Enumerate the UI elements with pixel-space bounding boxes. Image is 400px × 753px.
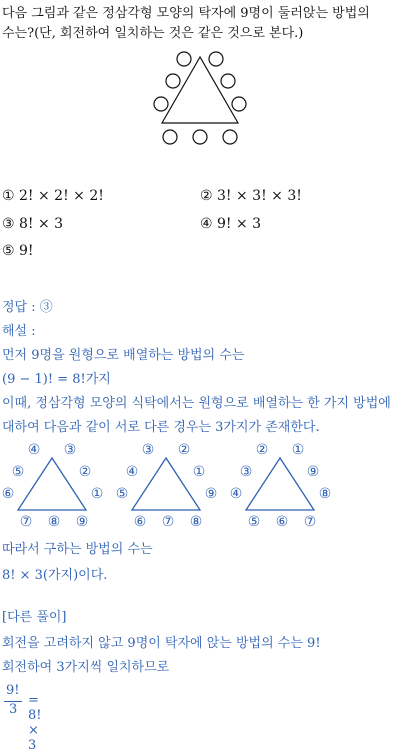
seat-label: ⑦ bbox=[303, 514, 317, 530]
seat-label: ⑥ bbox=[1, 486, 15, 502]
question-text bbox=[2, 4, 370, 44]
alt-solution-header: [다른 풀이] bbox=[2, 610, 67, 625]
seat-label: ④ bbox=[27, 442, 41, 458]
seat-label: ② bbox=[255, 442, 269, 458]
alt-solution-line-2: 회전하여 3가지씩 일치하므로 bbox=[2, 660, 170, 675]
explanation-line-2: (9 − 1)! = 8!가지 bbox=[2, 372, 111, 387]
seat-circle bbox=[154, 97, 168, 111]
explanation-line-3: 이때, 정삼각형 모양의 식탁에서는 원형으로 배열하는 한 가지 방법에 bbox=[2, 396, 391, 411]
arrangement-3 bbox=[230, 442, 332, 530]
fraction-numerator: 9! bbox=[6, 683, 20, 698]
choice-4[interactable]: ④ 9! × 3 bbox=[200, 216, 262, 232]
seat-circle bbox=[177, 52, 191, 66]
seat-label: ⑨ bbox=[204, 486, 218, 502]
seat-label: ⑧ bbox=[47, 514, 61, 530]
question-line-2: 수는?(단, 회전하여 일치하는 것은 같은 것으로 본다.) bbox=[2, 26, 304, 41]
seat-label: ② bbox=[78, 464, 92, 480]
triangle-table bbox=[162, 57, 238, 123]
arrangement-figures bbox=[0, 438, 400, 538]
seat-label: ② bbox=[177, 442, 191, 458]
explanation-line-5: 따라서 구하는 방법의 수는 bbox=[2, 542, 153, 557]
answer-label: 정답 : ③ bbox=[2, 300, 53, 315]
seat-label: ⑤ bbox=[11, 464, 25, 480]
seat-label: ③ bbox=[63, 442, 77, 458]
seat-label: ① bbox=[192, 464, 206, 480]
seat-label: ⑥ bbox=[275, 514, 289, 530]
explanation-line-1: 먼저 9명을 원형으로 배열하는 방법의 수는 bbox=[2, 348, 245, 363]
arrangement-triangle bbox=[18, 458, 86, 510]
seat-circle bbox=[193, 130, 207, 144]
arrangement-triangle bbox=[132, 458, 200, 510]
choice-1[interactable]: ① 2! × 2! × 2! bbox=[2, 188, 104, 204]
seat-circle bbox=[221, 74, 235, 88]
choice-5[interactable]: ⑤ 9! bbox=[2, 243, 34, 259]
seat-circle bbox=[223, 130, 237, 144]
fraction-denominator: 3 bbox=[9, 702, 18, 717]
arrangement-2 bbox=[116, 442, 218, 530]
alt-solution-line-1: 회전을 고려하지 않고 9명이 탁자에 앉는 방법의 수는 9! bbox=[2, 636, 321, 651]
explanation-line-4: 대하여 다음과 같이 서로 다른 경우는 3가지가 존재한다. bbox=[2, 420, 320, 435]
arrangement-1 bbox=[2, 442, 104, 530]
seat-label: ⑧ bbox=[189, 514, 203, 530]
seat-label: ⑦ bbox=[161, 514, 175, 530]
seat-label: ⑨ bbox=[75, 514, 89, 530]
seat-label: ⑨ bbox=[306, 464, 320, 480]
seat-label: ⑥ bbox=[133, 514, 147, 530]
choice-2[interactable]: ② 3! × 3! × 3! bbox=[200, 188, 302, 204]
seat-circle bbox=[166, 74, 180, 88]
question-line-1: 다음 그림과 같은 정삼각형 모양의 탁자에 9명이 둘러앉는 방법의 bbox=[2, 6, 370, 21]
seat-label: ③ bbox=[239, 464, 253, 480]
triangle-table-figure bbox=[140, 45, 260, 155]
seat-label: ⑤ bbox=[247, 514, 261, 530]
seat-label: ④ bbox=[229, 486, 243, 502]
arrangement-triangle bbox=[246, 458, 314, 510]
seat-label: ⑦ bbox=[19, 514, 33, 530]
seat-circle bbox=[163, 130, 177, 144]
explanation-line-6: 8! × 3(가지)이다. bbox=[2, 568, 108, 583]
seat-label: ④ bbox=[125, 464, 139, 480]
seat-circle bbox=[232, 97, 246, 111]
fraction-result: = 8! × 3 bbox=[28, 693, 42, 753]
seat-label: ⑤ bbox=[115, 486, 129, 502]
seat-label: ① bbox=[291, 442, 305, 458]
seat-label: ③ bbox=[141, 442, 155, 458]
explanation-label: 해설 : bbox=[2, 324, 36, 339]
seat-label: ① bbox=[90, 486, 104, 502]
seat-label: ⑧ bbox=[318, 486, 332, 502]
choice-3[interactable]: ③ 8! × 3 bbox=[2, 216, 64, 232]
seat-circle bbox=[209, 52, 223, 66]
